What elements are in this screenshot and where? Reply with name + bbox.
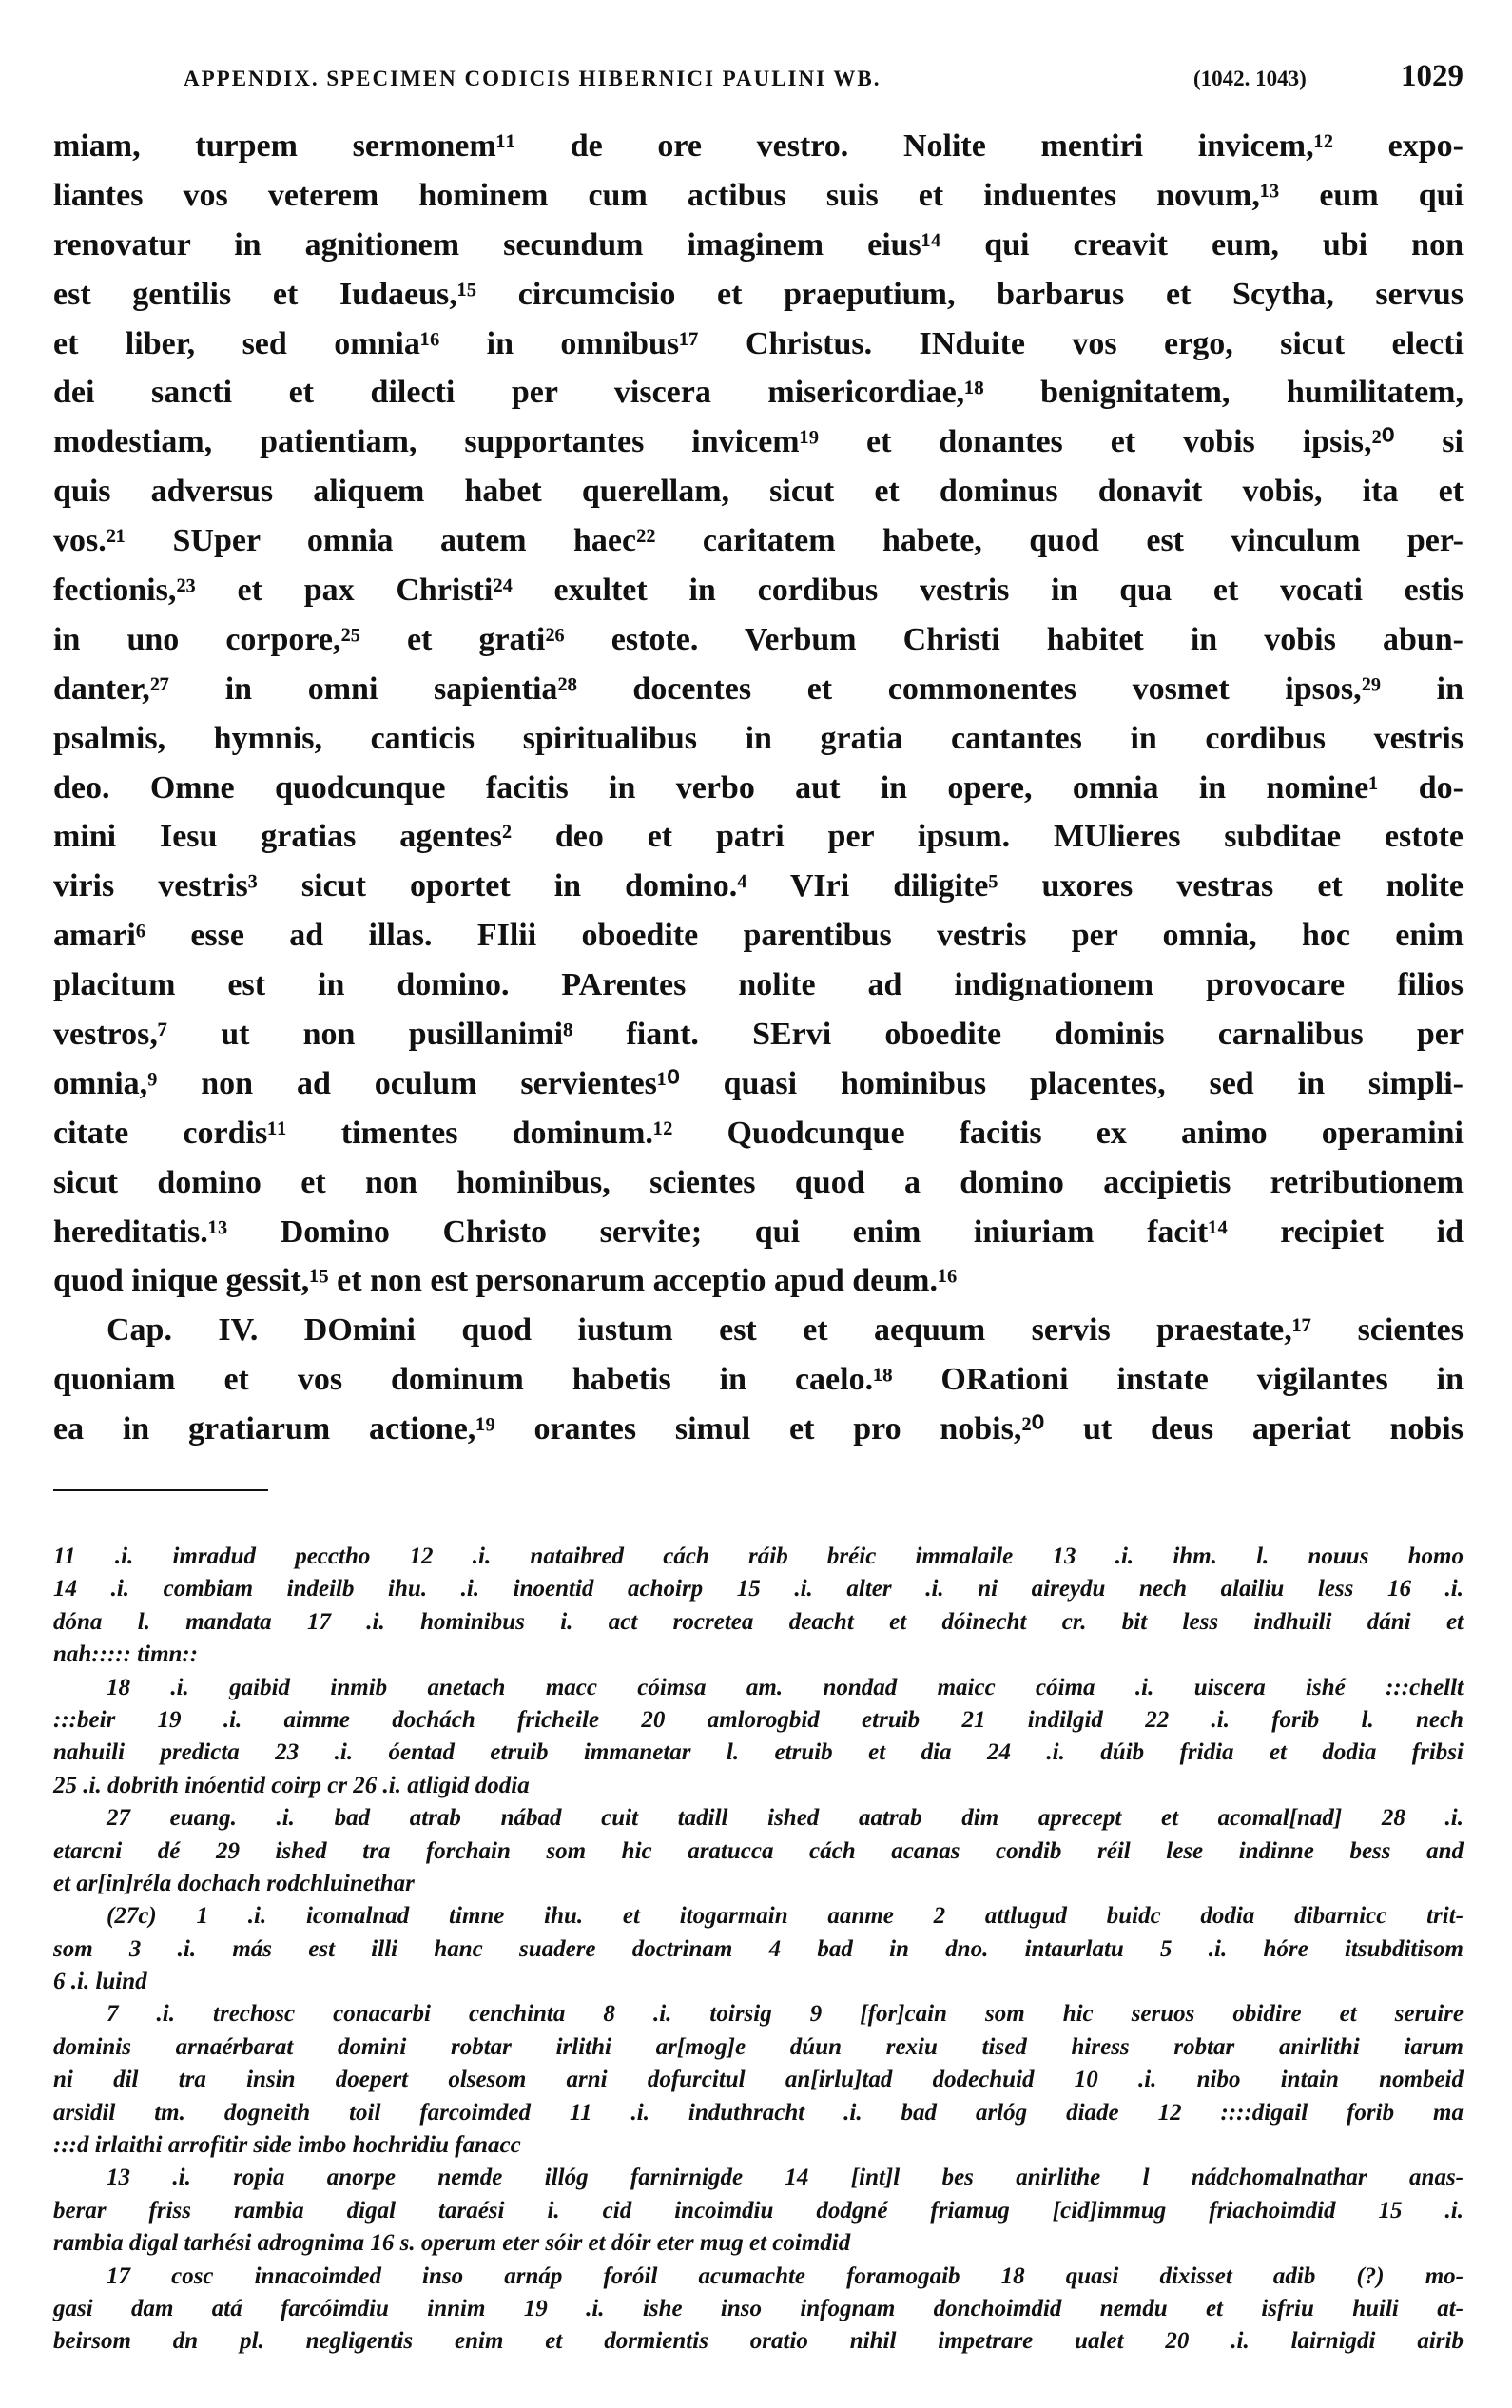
text-line: ea in gratiarum actione,¹⁹ orantes simul et pro nobis,²⁰ ut deus aperiat nobis <box>53 1411 1464 1447</box>
footnote-line: 6 .i. luind <box>53 1969 147 1995</box>
text-line: fectionis,²³ et pax Christi²⁴ exultet in cordibus vestris in qua et vocati estis <box>53 573 1464 609</box>
footnote-line: 11 .i. imradud pecctho 12 .i. nataibred cách ráib bréic immalaile 13 .i. ihm. l. nouus homo <box>53 1544 1464 1569</box>
text-line: vos.²¹ SUper omnia autem haec²² caritatem habete, quod est vinculum per- <box>53 523 1464 559</box>
text-line: est gentilis et Iudaeus,¹⁵ circumcisio et praeputium, barbarus et Scytha, servus <box>53 276 1464 312</box>
footnote-line: ni dil tra insin doepert olsesom arni dofurcitul an[irlu]tad dodechuid 10 .i. nibo intain nombeid <box>53 2067 1464 2093</box>
footnote-line: nah::::: timn:: <box>53 1641 199 1668</box>
text-line: quis adversus aliquem habet querellam, sicut et dominus donavit vobis, ita et <box>53 474 1464 510</box>
footnote-line: nahuili predicta 23 .i. óentad etruib immanetar l. etruib et dia 24 .i. dúib fridia et dodia fribsi <box>53 1739 1464 1766</box>
text-line: omnia,⁹ non ad oculum servientes¹⁰ quasi hominibus placentes, sed in simpli- <box>53 1065 1464 1101</box>
footnote-line: rambia digal tarhési adrognima 16 s. operum eter sóir et dóir eter mug et coimdid <box>53 2230 851 2257</box>
footnote-line: 7 .i. trechosc conacarbi cenchinta 8 .i. toirsig 9 [for]cain som hic seruos obidire et seruire <box>107 2001 1464 2028</box>
footnote-line: dóna l. mandata 17 .i. hominibus i. act rocretea deacht et dóinecht cr. bit less indhuili dáni et <box>53 1608 1464 1635</box>
footnote-line: 17 cosc innacoimded inso arnáp foróil acumachte foramogaib 18 quasi dixisset adib (?) mo- <box>107 2262 1464 2289</box>
footnote-line: som 3 .i. más est illi hanc suadere doctrinam 4 bad in dno. intaurlatu 5 .i. hóre itsubditisom <box>53 1935 1464 1962</box>
footnotes <box>53 1541 1464 2359</box>
page-header <box>184 59 1464 97</box>
text-line: mini Iesu gratias agentes² deo et patri per ipsum. MUlieres subditae estote <box>53 819 1464 855</box>
footnote-line: arsidil tm. dogneith toil farcoimded 11 .i. induthracht .i. bad arlóg diade 12 ::::digail forib ma <box>53 2099 1464 2126</box>
text-line: renovatur in agnitionem secundum imaginem eius¹⁴ qui creavit eum, ubi non <box>53 226 1464 262</box>
footnote-line: beirsom dn pl. negligentis enim et dormientis oratio nihil impetrare ualet 20 .i. lairnigdi airib <box>53 2328 1464 2355</box>
page-number: 1029 <box>1401 59 1464 93</box>
text-line: dei sancti et dilecti per viscera misericordiae,¹⁸ benignitatem, humilitatem, <box>53 375 1464 411</box>
text-line: liantes vos veterem hominem cum actibus suis et induentes novum,¹³ eum qui <box>53 177 1464 213</box>
text-line: amari⁶ esse ad illas. FIlii oboedite parentibus vestris per omnia, hoc enim <box>53 918 1464 954</box>
section-reference: (1042. 1043) <box>1193 67 1307 90</box>
running-title: APPENDIX. SPECIMEN CODICIS HIBERNICI PAULINI WB. <box>184 67 882 90</box>
footnote-line: berar friss rambia digal taraési i. cid incoimdiu dodgné friamug [cid]immug friachoimdid 15 .i. <box>53 2197 1464 2224</box>
footnote-line: :::d irlaithi arrofitir side imbo hochridiu fanacc <box>53 2132 521 2159</box>
text-line: hereditatis.¹³ Domino Christo servite; qui enim iniuriam facit¹⁴ recipiet id <box>53 1214 1464 1250</box>
footnote-line: 27 euang. .i. bad atrab nábad cuit tadill ished aatrab dim aprecept et acomal[nad] 28 .i. <box>107 1805 1464 1832</box>
text-line: miam, turpem sermonem¹¹ de ore vestro. Nolite mentiri invicem,¹² expo- <box>53 128 1464 164</box>
footnote-line: 13 .i. ropia anorpe nemde illóg farnirnigde 14 [int]l bes anirlithe l nádchomalnathar anas- <box>107 2165 1464 2191</box>
text-line: placitum est in domino. PArentes nolite ad indignationem provocare filios <box>53 967 1464 1003</box>
footnote-line: 14 .i. combiam indeilb ihu. .i. inoentid achoirp 15 .i. alter .i. ni aireydu nech alailiu less 16 .i. <box>53 1576 1464 1602</box>
footnote-line: 18 .i. gaibid inmib anetach macc cóimsa am. nondad maicc cóima .i. uiscera ishé :::chellt <box>107 1674 1464 1700</box>
text-line: danter,²⁷ in omni sapientia²⁸ docentes et commonentes vosmet ipsos,²⁹ in <box>53 670 1464 707</box>
text-line: Cap. IV. DOmini quod iustum est et aequum servis praestate,¹⁷ scientes <box>107 1312 1464 1349</box>
text-line: sicut domino et non hominibus, scientes quod a domino accipietis retributionem <box>53 1164 1464 1200</box>
text-line: psalmis, hymnis, canticis spiritualibus in gratia cantantes in cordibus vestris <box>53 720 1464 756</box>
footnote-divider <box>53 1489 268 1491</box>
text-line: modestiam, patientiam, supportantes invicem¹⁹ et donantes et vobis ipsis,²⁰ si <box>53 424 1464 460</box>
text-line: quoniam et vos dominum habetis in caelo.¹⁸ ORationi instate vigilantes in <box>53 1362 1464 1398</box>
text-line: in uno corpore,²⁵ et grati²⁶ estote. Verbum Christi habitet in vobis abun- <box>53 621 1464 657</box>
footnote-line: etarcni dé 29 ished tra forchain som hic aratucca cách acanas condib réil lese indinne bess and <box>53 1837 1464 1864</box>
footnote-line: :::beir 19 .i. aimme dochách fricheile 20 amlorogbid etruib 21 indilgid 22 .i. forib l. nech <box>53 1706 1464 1733</box>
footnote-line: dominis arnaérbarat domini robtar irlithi ar[mog]e dúun rexiu tised hiress robtar anirlithi iarum <box>53 2033 1464 2060</box>
footnote-line: gasi dam atá farcóimdiu innim 19 .i. ishe inso infognam donchoimdid nemdu et isfriu huili at- <box>53 2295 1464 2321</box>
text-line: quod inique gessit,¹⁵ et non est personarum acceptio apud deum.¹⁶ <box>53 1263 958 1299</box>
text-line: viris vestris³ sicut oportet in domino.⁴ VIri diligite⁵ uxores vestras et nolite <box>53 868 1464 904</box>
footnote-line: (27c) 1 .i. icomalnad timne ihu. et itogarmain aanme 2 attlugud buidc dodia dibarnicc trit- <box>107 1903 1464 1930</box>
main-text <box>53 122 1464 1454</box>
footnote-line: 25 .i. dobrith inóentid coirp cr 26 .i. atligid dodia <box>53 1772 530 1798</box>
text-line: et liber, sed omnia¹⁶ in omnibus¹⁷ Christus. INduite vos ergo, sicut electi <box>53 325 1464 361</box>
text-line: vestros,⁷ ut non pusillanimi⁸ fiant. SErvi oboedite dominis carnalibus per <box>53 1017 1464 1053</box>
text-line: citate cordis¹¹ timentes dominum.¹² Quodcunque facitis ex animo operamini <box>53 1115 1464 1151</box>
footnote-line: et ar[in]réla dochach rodchluinethar <box>53 1870 415 1896</box>
text-line: deo. Omne quodcunque facitis in verbo aut in opere, omnia in nomine¹ do- <box>53 769 1464 806</box>
